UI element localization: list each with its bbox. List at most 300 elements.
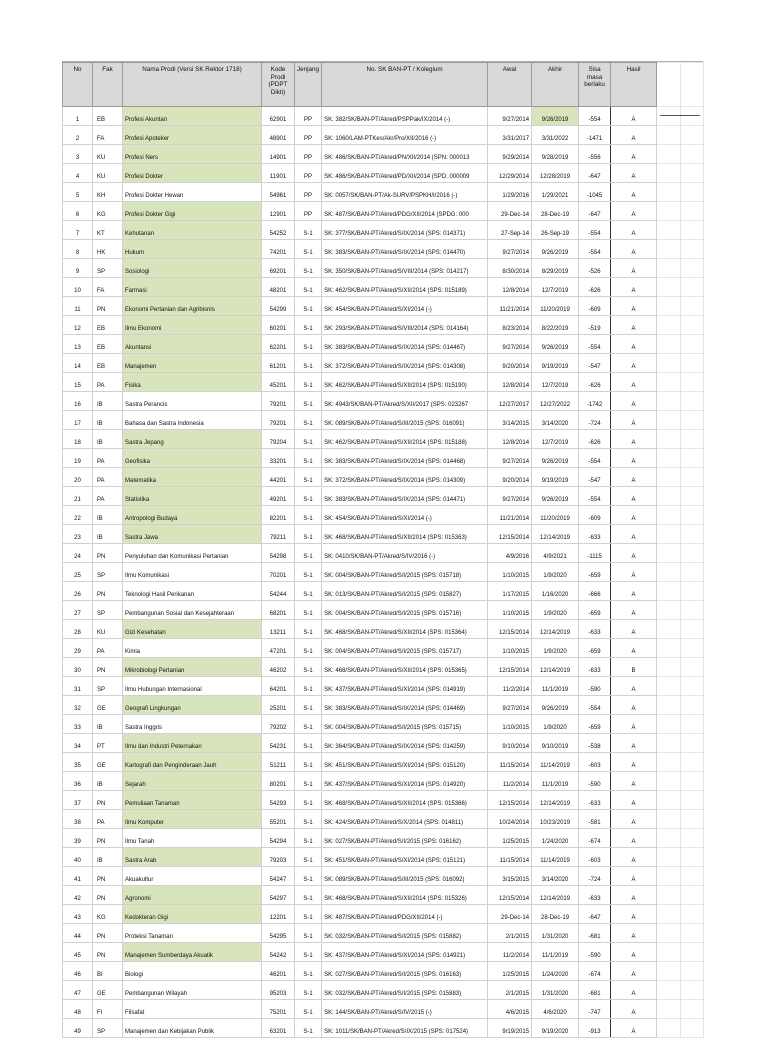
cell-kode-prodi[interactable]: 54247 <box>262 867 295 886</box>
cell-no-sk[interactable]: SK: 383/SK/BAN-PT/Akred/S/IX/2014 (SPS: 014469) <box>322 696 488 715</box>
header-no[interactable]: No <box>63 63 93 107</box>
cell-awal[interactable]: 11/2/2014 <box>488 772 532 791</box>
cell-jenjang[interactable]: S-1 <box>295 962 322 981</box>
cell-awal[interactable]: 12/8/2014 <box>488 430 532 449</box>
cell-kode-prodi[interactable]: 69201 <box>262 259 295 278</box>
empty-cell[interactable] <box>657 696 681 715</box>
cell-awal[interactable]: 2/1/2015 <box>488 981 532 1000</box>
cell-no[interactable]: 19 <box>63 449 93 468</box>
empty-cell[interactable] <box>657 183 681 202</box>
cell-jenjang[interactable]: S-1 <box>295 867 322 886</box>
cell-fak[interactable]: KU <box>93 164 123 183</box>
cell-hasil[interactable]: A <box>611 202 657 221</box>
cell-akhir[interactable]: 11/1/2019 <box>532 943 579 962</box>
cell-hasil[interactable]: A <box>611 582 657 601</box>
cell-no[interactable]: 25 <box>63 563 93 582</box>
cell-no-sk[interactable]: SK: 383/SK/BAN-PT/Akred/S/IX/2014 (SPS: 014470) <box>322 240 488 259</box>
cell-sisa[interactable]: -913 <box>579 1019 611 1038</box>
cell-no-sk[interactable]: SK: 437/SK/BAN-PT/Akred/S/XI/2014 (SPS: 014920) <box>322 772 488 791</box>
cell-no[interactable]: 34 <box>63 734 93 753</box>
cell-hasil[interactable]: B <box>611 658 657 677</box>
cell-fak[interactable]: EB <box>93 316 123 335</box>
empty-cell[interactable] <box>681 430 704 449</box>
header-akhir[interactable]: Akhir <box>532 63 579 107</box>
cell-hasil[interactable]: A <box>611 791 657 810</box>
cell-fak[interactable]: PN <box>93 791 123 810</box>
cell-nama-prodi[interactable]: Ekonomi Pertanian dan Agribisnis <box>123 297 262 316</box>
empty-cell[interactable] <box>657 905 681 924</box>
cell-akhir[interactable]: 9/19/2020 <box>532 1019 579 1038</box>
empty-cell[interactable] <box>657 848 681 867</box>
cell-sisa[interactable]: -681 <box>579 981 611 1000</box>
cell-nama-prodi[interactable]: Kehutanan <box>123 221 262 240</box>
cell-no[interactable]: 22 <box>63 506 93 525</box>
cell-no[interactable]: 42 <box>63 886 93 905</box>
cell-jenjang[interactable]: S-1 <box>295 639 322 658</box>
empty-header-cell[interactable] <box>681 63 704 107</box>
empty-cell[interactable] <box>681 848 704 867</box>
cell-awal[interactable]: 1/25/2015 <box>488 829 532 848</box>
cell-fak[interactable]: IB <box>93 715 123 734</box>
empty-cell[interactable] <box>657 506 681 525</box>
cell-awal[interactable]: 1/10/2015 <box>488 639 532 658</box>
cell-sisa[interactable]: -659 <box>579 563 611 582</box>
cell-fak[interactable]: HK <box>93 240 123 259</box>
cell-akhir[interactable]: 12/28/2019 <box>532 164 579 183</box>
cell-no[interactable]: 29 <box>63 639 93 658</box>
cell-jenjang[interactable]: S-1 <box>295 563 322 582</box>
cell-fak[interactable]: PA <box>93 810 123 829</box>
cell-fak[interactable]: PN <box>93 658 123 677</box>
cell-hasil[interactable]: A <box>611 696 657 715</box>
cell-sisa[interactable]: -659 <box>579 639 611 658</box>
cell-sisa[interactable]: -681 <box>579 924 611 943</box>
cell-sisa[interactable]: -590 <box>579 943 611 962</box>
cell-hasil[interactable]: A <box>611 1019 657 1038</box>
cell-sisa[interactable]: -603 <box>579 753 611 772</box>
empty-cell[interactable] <box>681 886 704 905</box>
cell-akhir[interactable]: 8/29/2019 <box>532 259 579 278</box>
cell-kode-prodi[interactable]: 54244 <box>262 582 295 601</box>
cell-hasil[interactable]: A <box>611 411 657 430</box>
cell-fak[interactable]: PA <box>93 487 123 506</box>
empty-cell[interactable] <box>657 810 681 829</box>
cell-hasil[interactable]: A <box>611 981 657 1000</box>
cell-hasil[interactable]: A <box>611 468 657 487</box>
cell-sisa[interactable]: -659 <box>579 715 611 734</box>
cell-kode-prodi[interactable]: 74201 <box>262 240 295 259</box>
cell-nama-prodi[interactable]: Hukum <box>123 240 262 259</box>
cell-jenjang[interactable]: S-1 <box>295 582 322 601</box>
empty-cell[interactable] <box>657 715 681 734</box>
cell-akhir[interactable]: 1/16/2020 <box>532 582 579 601</box>
cell-kode-prodi[interactable]: 54298 <box>262 544 295 563</box>
empty-cell[interactable] <box>657 297 681 316</box>
empty-cell[interactable] <box>681 316 704 335</box>
cell-nama-prodi[interactable]: Filsafat <box>123 1000 262 1019</box>
cell-awal[interactable]: 9/19/2015 <box>488 1019 532 1038</box>
empty-cell[interactable] <box>657 582 681 601</box>
empty-cell[interactable] <box>657 1000 681 1019</box>
cell-no-sk[interactable]: SK: 293/SK/BAN-PT/Akred/S/VIII/2014 (SPS: 014164) <box>322 316 488 335</box>
cell-akhir[interactable]: 11/1/2019 <box>532 772 579 791</box>
cell-no[interactable]: 28 <box>63 620 93 639</box>
cell-no[interactable]: 33 <box>63 715 93 734</box>
cell-sisa[interactable]: -554 <box>579 240 611 259</box>
cell-no-sk[interactable]: SK: 0410/SK/BAN-PT/Akred/S/IV/2016 (-) <box>322 544 488 563</box>
empty-cell[interactable] <box>657 962 681 981</box>
empty-cell[interactable] <box>657 202 681 221</box>
empty-cell[interactable] <box>681 1019 704 1038</box>
cell-nama-prodi[interactable]: Manajemen dan Kebijakan Publik <box>123 1019 262 1038</box>
empty-cell[interactable] <box>657 221 681 240</box>
cell-sisa[interactable]: -626 <box>579 278 611 297</box>
cell-sisa[interactable]: -633 <box>579 658 611 677</box>
cell-no-sk[interactable]: SK: 468/SK/BAN-PT/Akred/S/XII/2014 (SPS: 015363) <box>322 525 488 544</box>
cell-no[interactable]: 2 <box>63 126 93 145</box>
cell-no[interactable]: 46 <box>63 962 93 981</box>
cell-akhir[interactable]: 28-Dec-19 <box>532 905 579 924</box>
cell-no-sk[interactable]: SK: 364/SK/BAN-PT/Akred/S/IX/2014 (SPS: 014259) <box>322 734 488 753</box>
empty-cell[interactable] <box>681 829 704 848</box>
cell-jenjang[interactable]: S-1 <box>295 734 322 753</box>
cell-jenjang[interactable]: S-1 <box>295 620 322 639</box>
cell-awal[interactable]: 9/27/2014 <box>488 487 532 506</box>
cell-hasil[interactable]: A <box>611 525 657 544</box>
cell-hasil[interactable]: A <box>611 829 657 848</box>
cell-no-sk[interactable]: SK: 454/SK/BAN-PT/Akred/S/XI/2014 (-) <box>322 506 488 525</box>
empty-cell[interactable] <box>681 639 704 658</box>
cell-sisa[interactable]: -603 <box>579 848 611 867</box>
cell-jenjang[interactable]: S-1 <box>295 411 322 430</box>
cell-sisa[interactable]: -590 <box>579 677 611 696</box>
cell-no[interactable]: 15 <box>63 373 93 392</box>
cell-no-sk[interactable]: SK: 487/SK/BAN-PT/Akred/PDG/XII/2014 (-) <box>322 905 488 924</box>
cell-jenjang[interactable]: PP <box>295 126 322 145</box>
cell-kode-prodi[interactable]: 68201 <box>262 601 295 620</box>
cell-kode-prodi[interactable]: 63201 <box>262 1019 295 1038</box>
cell-no[interactable]: 30 <box>63 658 93 677</box>
cell-akhir[interactable]: 3/31/2022 <box>532 126 579 145</box>
empty-cell[interactable] <box>657 620 681 639</box>
cell-kode-prodi[interactable]: 48201 <box>262 278 295 297</box>
cell-jenjang[interactable]: S-1 <box>295 221 322 240</box>
cell-no-sk[interactable]: SK: 382/SK/BAN-PT/Akred/PSPPak/IX/2014 (-) <box>322 107 488 126</box>
cell-no-sk[interactable]: SK: 372/SK/BAN-PT/Akred/S/IX/2014 (SPS: 014309) <box>322 468 488 487</box>
cell-sisa[interactable]: -647 <box>579 202 611 221</box>
cell-jenjang[interactable]: PP <box>295 164 322 183</box>
cell-awal[interactable]: 2/1/2015 <box>488 924 532 943</box>
empty-cell[interactable] <box>681 924 704 943</box>
cell-hasil[interactable]: A <box>611 620 657 639</box>
empty-cell[interactable] <box>681 525 704 544</box>
empty-cell[interactable] <box>657 145 681 164</box>
cell-fak[interactable]: BI <box>93 962 123 981</box>
empty-cell[interactable] <box>681 753 704 772</box>
empty-cell[interactable] <box>681 563 704 582</box>
empty-cell[interactable] <box>681 658 704 677</box>
cell-hasil[interactable]: A <box>611 715 657 734</box>
empty-cell[interactable] <box>681 411 704 430</box>
cell-awal[interactable]: 12/15/2014 <box>488 886 532 905</box>
empty-cell[interactable] <box>657 791 681 810</box>
empty-cell[interactable] <box>657 411 681 430</box>
cell-jenjang[interactable]: S-1 <box>295 525 322 544</box>
empty-cell[interactable] <box>681 240 704 259</box>
cell-no[interactable]: 20 <box>63 468 93 487</box>
empty-cell[interactable] <box>681 221 704 240</box>
cell-jenjang[interactable]: S-1 <box>295 848 322 867</box>
empty-cell[interactable] <box>657 278 681 297</box>
cell-fak[interactable]: GE <box>93 696 123 715</box>
cell-no[interactable]: 16 <box>63 392 93 411</box>
cell-sisa[interactable]: -659 <box>579 601 611 620</box>
cell-awal[interactable]: 12/15/2014 <box>488 525 532 544</box>
header-nama-prodi[interactable]: Nama Prodi (Versi SK Rektor 1718) <box>123 63 262 107</box>
cell-sisa[interactable]: -626 <box>579 430 611 449</box>
cell-sisa[interactable]: -674 <box>579 962 611 981</box>
cell-jenjang[interactable]: S-1 <box>295 487 322 506</box>
empty-cell[interactable] <box>681 734 704 753</box>
empty-cell[interactable] <box>657 563 681 582</box>
cell-hasil[interactable]: A <box>611 506 657 525</box>
cell-fak[interactable]: FA <box>93 278 123 297</box>
cell-sisa[interactable]: -1471 <box>579 126 611 145</box>
empty-cell[interactable] <box>657 867 681 886</box>
cell-sisa[interactable]: -556 <box>579 145 611 164</box>
empty-cell[interactable] <box>681 696 704 715</box>
cell-awal[interactable]: 29-Dec-14 <box>488 905 532 924</box>
cell-awal[interactable]: 1/10/2015 <box>488 601 532 620</box>
cell-kode-prodi[interactable]: 54297 <box>262 886 295 905</box>
cell-nama-prodi[interactable]: Kartografi dan Penginderaan Jauh <box>123 753 262 772</box>
cell-awal[interactable]: 12/15/2014 <box>488 658 532 677</box>
cell-kode-prodi[interactable]: 54231 <box>262 734 295 753</box>
cell-awal[interactable]: 9/27/2014 <box>488 335 532 354</box>
cell-akhir[interactable]: 1/24/2020 <box>532 829 579 848</box>
cell-no[interactable]: 47 <box>63 981 93 1000</box>
cell-hasil[interactable]: A <box>611 753 657 772</box>
cell-no-sk[interactable]: SK: 462/SK/BAN-PT/Akred/S/XII/2014 (SPS: 015188) <box>322 430 488 449</box>
empty-cell[interactable] <box>657 525 681 544</box>
cell-no[interactable]: 41 <box>63 867 93 886</box>
cell-jenjang[interactable]: S-1 <box>295 449 322 468</box>
cell-hasil[interactable]: A <box>611 297 657 316</box>
cell-no[interactable]: 36 <box>63 772 93 791</box>
header-jenjang[interactable]: Jenjang <box>295 63 322 107</box>
cell-no-sk[interactable]: SK: 424/SK/BAN-PT/Akred/S/X/2014 (SPS: 014811) <box>322 810 488 829</box>
cell-no-sk[interactable]: SK: 451/SK/BAN-PT/Akred/S/XI/2014 (SPS: 015120) <box>322 753 488 772</box>
empty-cell[interactable] <box>681 677 704 696</box>
cell-no[interactable]: 21 <box>63 487 93 506</box>
cell-kode-prodi[interactable]: 46201 <box>262 962 295 981</box>
cell-no[interactable]: 49 <box>63 1019 93 1038</box>
cell-jenjang[interactable]: S-1 <box>295 601 322 620</box>
cell-kode-prodi[interactable]: 95203 <box>262 981 295 1000</box>
cell-awal[interactable]: 12/27/2017 <box>488 392 532 411</box>
cell-awal[interactable]: 3/14/2015 <box>488 411 532 430</box>
cell-kode-prodi[interactable]: 54293 <box>262 791 295 810</box>
cell-sisa[interactable]: -547 <box>579 354 611 373</box>
cell-sisa[interactable]: -633 <box>579 791 611 810</box>
cell-fak[interactable]: PN <box>93 867 123 886</box>
cell-fak[interactable]: IB <box>93 525 123 544</box>
cell-jenjang[interactable]: S-1 <box>295 468 322 487</box>
cell-fak[interactable]: PA <box>93 373 123 392</box>
cell-kode-prodi[interactable]: 14901 <box>262 145 295 164</box>
cell-sisa[interactable]: -747 <box>579 1000 611 1019</box>
cell-fak[interactable]: PA <box>93 468 123 487</box>
empty-cell[interactable] <box>681 905 704 924</box>
cell-nama-prodi[interactable]: Sastra Jawa <box>123 525 262 544</box>
cell-awal[interactable]: 4/6/2015 <box>488 1000 532 1019</box>
cell-hasil[interactable]: A <box>611 278 657 297</box>
cell-akhir[interactable]: 12/7/2019 <box>532 373 579 392</box>
cell-sisa[interactable]: -554 <box>579 335 611 354</box>
cell-no[interactable]: 5 <box>63 183 93 202</box>
cell-fak[interactable]: PA <box>93 639 123 658</box>
cell-kode-prodi[interactable]: 12901 <box>262 202 295 221</box>
cell-no[interactable]: 17 <box>63 411 93 430</box>
empty-cell[interactable] <box>657 335 681 354</box>
cell-akhir[interactable]: 9/10/2019 <box>532 734 579 753</box>
empty-cell[interactable] <box>657 772 681 791</box>
cell-fak[interactable]: PN <box>93 924 123 943</box>
cell-akhir[interactable]: 9/26/2019 <box>532 449 579 468</box>
cell-nama-prodi[interactable]: Teknologi Hasil Perikanan <box>123 582 262 601</box>
cell-akhir[interactable]: 26-Sep-19 <box>532 221 579 240</box>
cell-kode-prodi[interactable]: 70201 <box>262 563 295 582</box>
cell-awal[interactable]: 1/17/2015 <box>488 582 532 601</box>
cell-jenjang[interactable]: S-1 <box>295 981 322 1000</box>
cell-kode-prodi[interactable]: 79203 <box>262 848 295 867</box>
cell-akhir[interactable]: 1/9/2020 <box>532 639 579 658</box>
cell-kode-prodi[interactable]: 64201 <box>262 677 295 696</box>
cell-jenjang[interactable]: S-1 <box>295 829 322 848</box>
cell-no-sk[interactable]: SK: 468/SK/BAN-PT/Akred/S/XII/2014 (SPS: 015366) <box>322 791 488 810</box>
empty-cell[interactable] <box>657 354 681 373</box>
cell-sisa[interactable]: -1115 <box>579 544 611 563</box>
cell-awal[interactable]: 12/8/2014 <box>488 373 532 392</box>
cell-nama-prodi[interactable]: Ilmu Ekonomi <box>123 316 262 335</box>
cell-awal[interactable]: 11/21/2014 <box>488 297 532 316</box>
cell-no-sk[interactable]: SK: 437/SK/BAN-PT/Akred/S/XI/2014 (SPS: 014921) <box>322 943 488 962</box>
cell-jenjang[interactable]: S-1 <box>295 278 322 297</box>
cell-awal[interactable]: 12/15/2014 <box>488 791 532 810</box>
cell-no[interactable]: 43 <box>63 905 93 924</box>
cell-sisa[interactable]: -647 <box>579 164 611 183</box>
cell-akhir[interactable]: 8/22/2019 <box>532 316 579 335</box>
empty-cell[interactable] <box>657 924 681 943</box>
cell-akhir[interactable]: 10/23/2019 <box>532 810 579 829</box>
cell-jenjang[interactable]: S-1 <box>295 886 322 905</box>
cell-hasil[interactable]: A <box>611 373 657 392</box>
cell-fak[interactable]: SP <box>93 1019 123 1038</box>
cell-no-sk[interactable]: SK: 032/SK/BAN-PT/Akred/S/I/2015 (SPS: 015882) <box>322 924 488 943</box>
cell-nama-prodi[interactable]: Sastra Jepang <box>123 430 262 449</box>
cell-akhir[interactable]: 11/14/2019 <box>532 848 579 867</box>
cell-no-sk[interactable]: SK: 350/SK/BAN-PT/Akred/S/VIII/2014 (SPS: 014217) <box>322 259 488 278</box>
cell-fak[interactable]: GE <box>93 753 123 772</box>
cell-kode-prodi[interactable]: 79201 <box>262 392 295 411</box>
empty-cell[interactable] <box>657 753 681 772</box>
cell-no[interactable]: 32 <box>63 696 93 715</box>
cell-hasil[interactable]: A <box>611 316 657 335</box>
cell-jenjang[interactable]: S-1 <box>295 259 322 278</box>
cell-jenjang[interactable]: S-1 <box>295 715 322 734</box>
cell-akhir[interactable]: 11/1/2019 <box>532 677 579 696</box>
header-no-sk[interactable]: No. SK BAN-PT / Kolegium <box>322 63 488 107</box>
cell-no-sk[interactable]: SK: 1011/SK/BAN-PT/Akred/S/IX/2015 (SPS: 017524) <box>322 1019 488 1038</box>
empty-cell[interactable] <box>657 392 681 411</box>
empty-cell[interactable] <box>657 943 681 962</box>
cell-hasil[interactable]: A <box>611 563 657 582</box>
cell-awal[interactable]: 29-Dec-14 <box>488 202 532 221</box>
empty-cell[interactable] <box>681 943 704 962</box>
cell-nama-prodi[interactable]: Manajemen <box>123 354 262 373</box>
empty-cell[interactable] <box>681 354 704 373</box>
cell-jenjang[interactable]: S-1 <box>295 430 322 449</box>
cell-fak[interactable]: IB <box>93 848 123 867</box>
cell-akhir[interactable]: 12/27/2022 <box>532 392 579 411</box>
cell-fak[interactable]: FI <box>93 1000 123 1019</box>
cell-hasil[interactable]: A <box>611 639 657 658</box>
empty-cell[interactable] <box>657 639 681 658</box>
cell-no-sk[interactable]: SK: 372/SK/BAN-PT/Akred/S/IX/2014 (SPS: 014308) <box>322 354 488 373</box>
cell-akhir[interactable]: 1/31/2020 <box>532 981 579 1000</box>
cell-hasil[interactable]: A <box>611 677 657 696</box>
cell-sisa[interactable]: -554 <box>579 449 611 468</box>
cell-kode-prodi[interactable]: 54242 <box>262 943 295 962</box>
cell-kode-prodi[interactable]: 47201 <box>262 639 295 658</box>
header-kode-prodi[interactable]: Kode Prodi (PDPT Dikti) <box>262 63 295 107</box>
cell-kode-prodi[interactable]: 51211 <box>262 753 295 772</box>
cell-jenjang[interactable]: PP <box>295 202 322 221</box>
cell-no-sk[interactable]: SK: 027/SK/BAN-PT/Akred/S/I/2015 (SPS: 016162) <box>322 829 488 848</box>
empty-cell[interactable] <box>681 544 704 563</box>
cell-nama-prodi[interactable]: Mikrobiologi Pertanian <box>123 658 262 677</box>
cell-kode-prodi[interactable]: 13211 <box>262 620 295 639</box>
cell-no[interactable]: 31 <box>63 677 93 696</box>
cell-nama-prodi[interactable]: Profesi Dokter Gigi <box>123 202 262 221</box>
cell-no[interactable]: 26 <box>63 582 93 601</box>
cell-kode-prodi[interactable]: 79211 <box>262 525 295 544</box>
cell-akhir[interactable]: 9/19/2019 <box>532 468 579 487</box>
cell-kode-prodi[interactable]: 44201 <box>262 468 295 487</box>
cell-sisa[interactable]: -666 <box>579 582 611 601</box>
cell-nama-prodi[interactable]: Manajemen Sumberdaya Akuatik <box>123 943 262 962</box>
cell-awal[interactable]: 9/29/2014 <box>488 145 532 164</box>
empty-cell[interactable] <box>657 240 681 259</box>
cell-sisa[interactable]: -581 <box>579 810 611 829</box>
cell-kode-prodi[interactable]: 54294 <box>262 829 295 848</box>
cell-no[interactable]: 37 <box>63 791 93 810</box>
cell-no-sk[interactable]: SK: 486/SK/BAN-PT/Akred/PD/XII/2014 (SPD: 000009 <box>322 164 488 183</box>
cell-awal[interactable]: 1/10/2015 <box>488 563 532 582</box>
cell-no[interactable]: 14 <box>63 354 93 373</box>
empty-cell[interactable] <box>681 810 704 829</box>
cell-fak[interactable]: KU <box>93 620 123 639</box>
cell-no[interactable]: 24 <box>63 544 93 563</box>
cell-akhir[interactable]: 11/14/2019 <box>532 753 579 772</box>
cell-hasil[interactable]: A <box>611 164 657 183</box>
cell-no-sk[interactable]: SK: 383/SK/BAN-PT/Akred/S/IX/2014 (SPS: 014468) <box>322 449 488 468</box>
cell-sisa[interactable]: -554 <box>579 221 611 240</box>
cell-jenjang[interactable]: S-1 <box>295 1019 322 1038</box>
cell-sisa[interactable]: -554 <box>579 696 611 715</box>
cell-akhir[interactable]: 11/20/2019 <box>532 506 579 525</box>
cell-no-sk[interactable]: SK: 462/SK/BAN-PT/Akred/S/XII/2014 (SPS: 015189) <box>322 278 488 297</box>
